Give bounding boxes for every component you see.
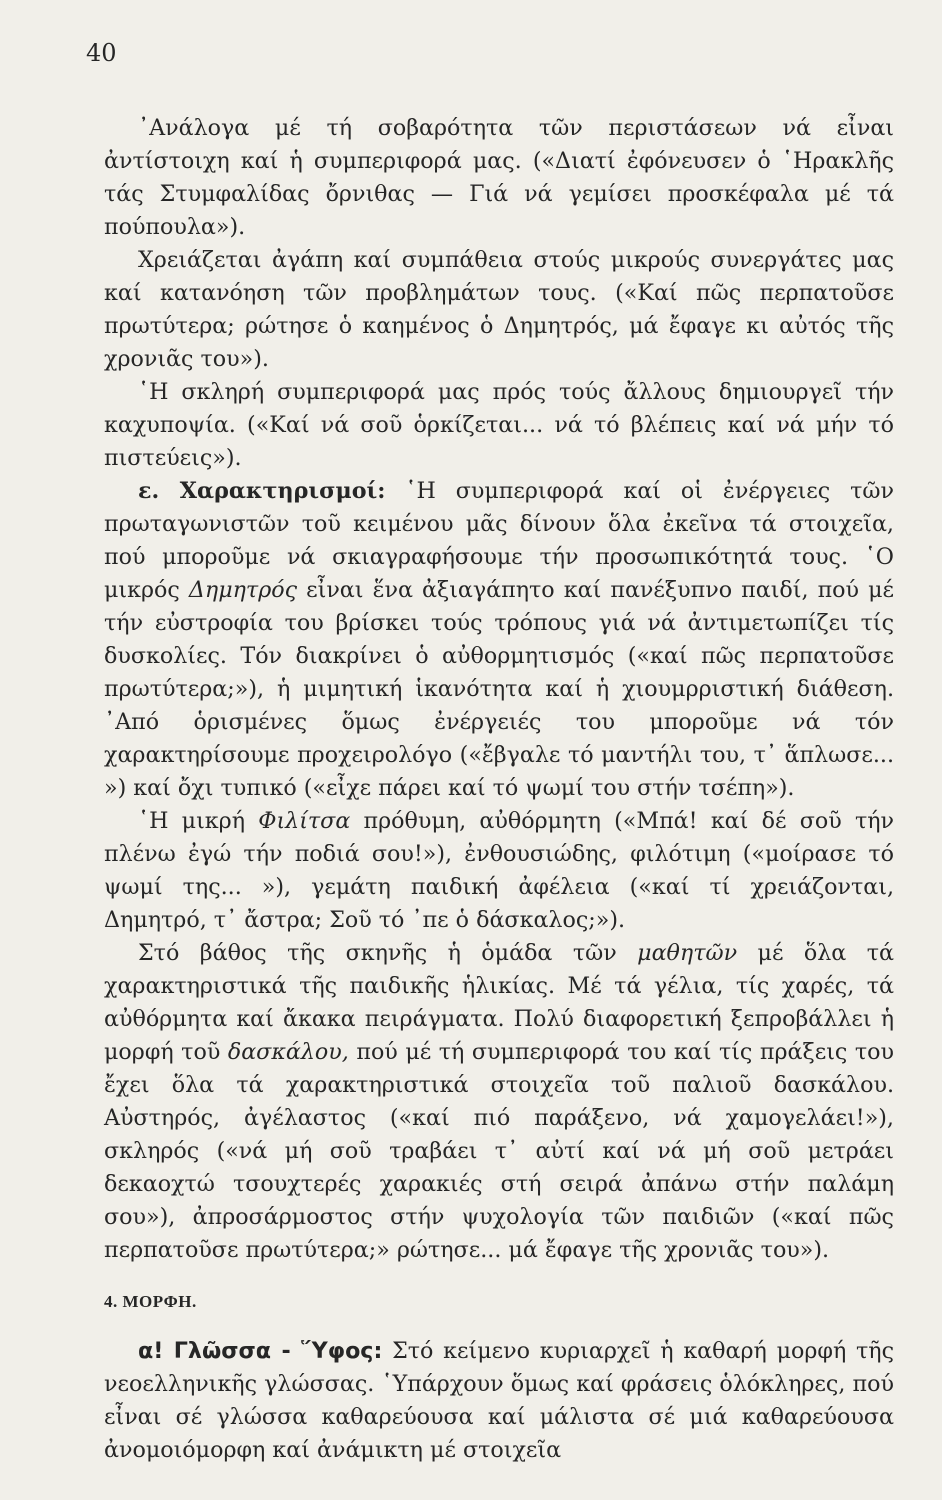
characterizations-label: ε. Χαρακτηρισμοί:	[138, 478, 386, 504]
character-name-dimitros: Δημητρός	[188, 577, 298, 603]
paragraph-language-style	[104, 1335, 894, 1467]
paragraph-characterizations	[104, 475, 894, 805]
paragraph-text: εἶναι ἕνα ἀξιαγάπητο καί πανέξυπνο παιδί, πού μέ τήν εὐστροφία του βρίσκει τούς τρόπους γιά νά ἀντιμετωπίζει τίς δυσκολίες. Τόν διακρίνει ὁ αὐθορμητισμός («καί πῶς περπατοῦσε πρωτύτερα;»), ἡ μιμητική ἱκανότητα καί ἡ χιουμρριστική διάθεση. ᾿Από ὁρισμένες ὅμως ἐνέργειές του μποροῦμε νά τόν χαρακτηρίσουμε προχειρολόγο («ἔβγαλε τό μαντήλι του, τ᾿ ἅπλωσε... ») καί ὄχι τυπικό («εἶχε πάρει καί τό ψωμί του στήν τσέπη»).	[104, 577, 894, 801]
page-number: 40	[86, 39, 117, 67]
paragraph-text: μέ ὅλα τά χαρακτηριστικά τῆς παιδικῆς ἡλικίας. Μέ τά γέλια, τίς χαρές, τά αὐθόρμητα καί ἄκακα πειράγματα. Πολύ διαφορετική ξεπροβάλλει ἡ μορφή τοῦ	[104, 940, 894, 1065]
paragraph-harshness	[104, 376, 894, 475]
paragraph-text: Χρειάζεται ἀγάπη καί συμπάθεια στούς μικρούς συνεργάτες μας καί κατανόηση τῶν προβλημάτων τους. («Καί πῶς περπατοῦσε πρωτύτερα; ρώτησε ὁ καημένος ὁ Δημητρός, μά ἔφαγε κι αὐτός τῆς χρονιᾶς του»).	[104, 247, 894, 372]
paragraph-text: ῾Η μικρή	[138, 808, 259, 834]
paragraph-text: Στό κείμενο κυριαρχεῖ ἡ καθαρή μορφή τῆς νεοελληνικῆς γλώσσας. ῾Υπάρχουν ὅμως καί φράσεις ὁλόκληρες, πού εἶναι σέ γλώσσα καθαρεύουσα καί μάλιστα σέ μιά καθαρεύουσα ἀνομοιόμορφη καί ἀνάμικτη μέ στοιχεῖα	[104, 1338, 894, 1463]
paragraph-students-teacher	[104, 937, 894, 1267]
paragraph-text: ᾿Ανάλογα μέ τή σοβαρότητα τῶν περιστάσεων νά εἶναι ἀντίστοιχη καί ἡ συμπεριφορά μας. («Διατί ἐφόνευσεν ὁ ῾Ηρακλῆς τάς Στυμφαλίδας ὄρνιθας — Γιά νά γεμίσει προσκέφαλα μέ τά πούπουλα»).	[104, 115, 894, 240]
emphasis-teacher: δασκάλου,	[227, 1039, 349, 1065]
body-text	[104, 112, 894, 1467]
paragraph-text: πού μέ τή συμπεριφορά του καί τίς πράξεις του ἔχει ὅλα τά χαρακτηριστικά στοιχεῖα τοῦ παλιοῦ δασκάλου. Αὐστηρός, ἀγέλαστος («καί πιό παράξενο, νά χαμογελάει!»), σκληρός («νά μή σοῦ τραβάει τ᾿ αὐτί καί νά μή σοῦ μετράει δεκαοχτώ τσουχτερές χαρακιές στή σειρά ἀπάνω στήν παλάμη σου»), ἀπροσάρμοστος στήν ψυχολογία τῶν παιδιῶν («καί πῶς περπατοῦσε πρωτύτερα;» ρώτησε... μά ἔφαγε τῆς χρονιᾶς του»).	[104, 1039, 894, 1263]
language-style-label: α! Γλῶσσα - Ὕφος:	[138, 1338, 383, 1364]
paragraph-text: ῾Η συμπεριφορά καί οἱ ἐνέργειες τῶν πρωταγωνιστῶν τοῦ κειμένου μᾶς δίνουν ὅλα ἐκεῖνα τά στοιχεῖα, πού μποροῦμε νά σκιαγραφήσουμε τήν προσωπικότητά τους. ῾Ο μικρός	[104, 478, 894, 603]
character-name-filitsa: Φιλίτσα	[258, 808, 351, 834]
paragraph-text: Στό βάθος τῆς σκηνῆς ἡ ὁμάδα τῶν	[138, 940, 638, 966]
paragraph-sympathy	[104, 244, 894, 376]
paragraph-proportion	[104, 112, 894, 244]
section-heading: 4. ΜΟΡΦΗ.	[104, 1292, 197, 1311]
paragraph-filitsa	[104, 805, 894, 937]
emphasis-students: μαθητῶν	[637, 940, 738, 966]
paragraph-text: πρόθυμη, αὐθόρμητη («Μπά! καί δέ σοῦ τήν πλένω ἐγώ τήν ποδιά σου!»), ἐνθουσιώδης, φιλότιμη («μοίρασε τό ψωμί της... »), γεμάτη παιδική ἀφέλεια («καί τί χρειάζονται, Δημητρό, τ᾿ ἄστρα; Σοῦ τό ᾿πε ὁ δάσκαλος;»).	[104, 808, 894, 933]
paragraph-text: ῾Η σκληρή συμπεριφορά μας πρός τούς ἄλλους δημιουργεῖ τήν καχυποψία. («Καί νά σοῦ ὁρκίζεται... νά τό βλέπεις καί νά μήν τό πιστεύεις»).	[104, 379, 894, 471]
